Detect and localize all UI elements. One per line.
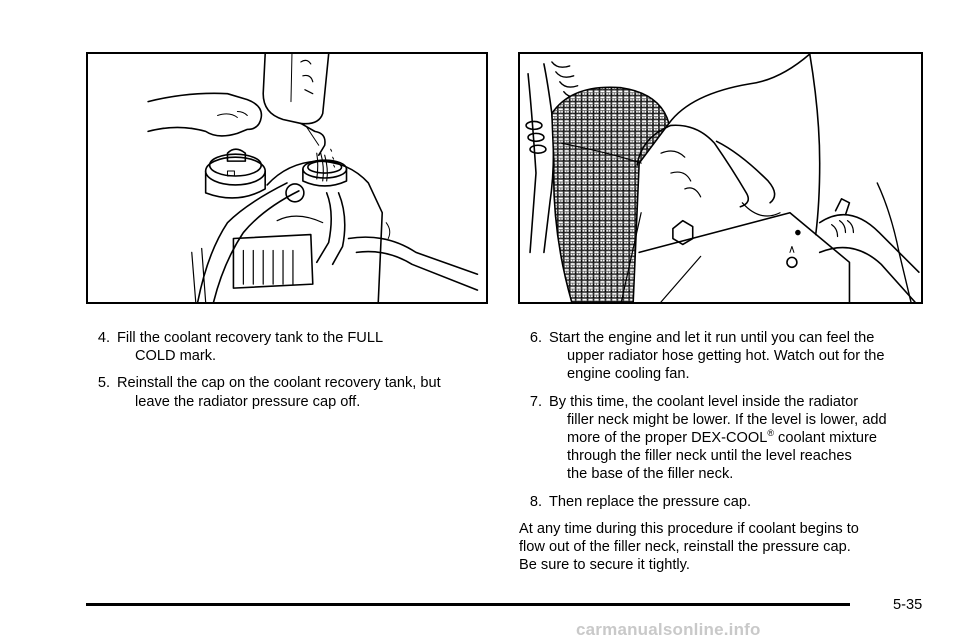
step-number: 8. [529,493,542,510]
paragraph-line: flow out of the filler neck, reinstall the pressure cap. [519,539,851,556]
step-text-line: engine cooling fan. [567,366,690,383]
step-text-line: filler neck might be lower. If the level is lower, add [567,411,887,428]
step-8 [519,493,929,511]
step-number: 6. [529,330,542,346]
step-number: 7. [529,393,542,410]
caution-paragraph [519,520,929,575]
step-text [549,493,929,511]
step-text [549,329,929,384]
watermark: carmanualsonline.info [576,620,761,639]
step-text-line: COLD mark. [135,348,217,365]
mixture-text: coolant mixture [773,430,877,447]
step-6 [519,329,929,384]
left-text-column [87,329,497,420]
step-number: 4. [97,330,110,346]
step-7 [519,393,929,484]
step-text-line: leave the radiator pressure cap off. [135,393,361,410]
step-text [117,374,497,410]
step-text-line: By this time, the coolant level inside the radiator [549,393,859,410]
coolant-filling-figure [86,52,488,304]
dex-cool-text: more of the proper DEX-COOL [567,430,768,447]
registered-mark: ® [767,428,774,439]
paragraph-line: At any time during this procedure if coolant begins to [519,520,859,537]
page-number: 5-35 [893,597,923,613]
footer-rule [86,603,850,606]
step-text-line: Start the engine and let it run until you can feel the [549,330,875,346]
step-text-line: through the filler neck until the level reaches [567,448,852,465]
step-number: 5. [97,375,110,392]
right-text-column [519,329,929,574]
paragraph-line: Be sure to secure it tightly. [519,557,690,574]
step-text-line [549,429,929,447]
coolant-filling-illustration-icon [88,54,486,302]
step-text-line: Fill the coolant recovery tank to the FULL [117,330,384,346]
step-text [549,393,929,484]
step-5 [87,374,497,410]
step-text-line: upper radiator hose getting hot. Watch out for the [567,348,885,365]
step-4 [87,329,497,365]
step-text-line: the base of the filler neck. [567,466,734,483]
step-text [117,329,497,365]
step-text-line: Reinstall the cap on the coolant recovery tank, but [117,375,441,392]
step-text-line: Then replace the pressure cap. [549,493,751,510]
engine-radiator-figure [518,52,923,304]
engine-radiator-illustration-icon [520,54,921,302]
